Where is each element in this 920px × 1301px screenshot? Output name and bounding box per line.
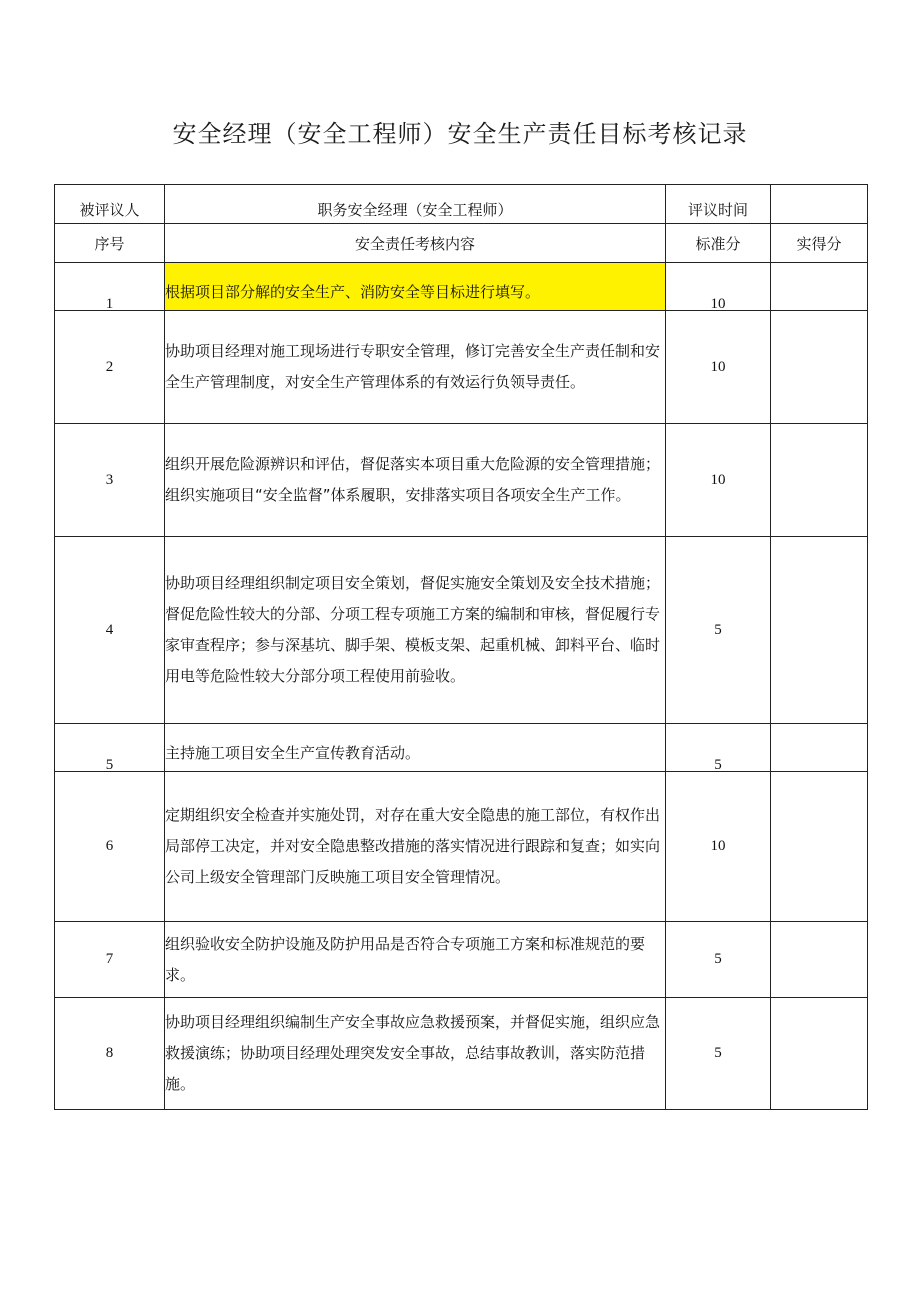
row-seq: 4 xyxy=(55,537,165,724)
row-content: 根据项目部分解的安全生产、消防安全等目标进行填写。 xyxy=(165,263,666,311)
row-seq: 1 xyxy=(55,263,165,311)
row-standard-score: 10 xyxy=(666,424,771,537)
row-standard-score: 5 xyxy=(666,537,771,724)
table-row xyxy=(55,922,868,998)
assessment-table xyxy=(54,184,868,1110)
table-row xyxy=(55,311,868,424)
row-standard-score: 10 xyxy=(666,772,771,922)
row-seq: 3 xyxy=(55,424,165,537)
row-seq: 8 xyxy=(55,998,165,1110)
position-label: 职务安全经理（安全工程师） xyxy=(165,185,666,224)
row-content: 主持施工项目安全生产宣传教育活动。 xyxy=(165,724,666,772)
table-row xyxy=(55,537,868,724)
header-row-columns xyxy=(55,224,868,263)
eval-time-label: 评议时间 xyxy=(666,185,771,224)
actual-score-column-header: 实得分 xyxy=(771,224,868,263)
row-actual-score[interactable] xyxy=(771,311,868,424)
page-title: 安全经理（安全工程师）安全生产责任目标考核记录 xyxy=(172,120,748,148)
row-actual-score[interactable] xyxy=(771,424,868,537)
row-actual-score[interactable] xyxy=(771,724,868,772)
row-actual-score[interactable] xyxy=(771,772,868,922)
table-row xyxy=(55,724,868,772)
row-standard-score: 5 xyxy=(666,724,771,772)
content-column-header: 安全责任考核内容 xyxy=(165,224,666,263)
row-content: 协助项目经理对施工现场进行专职安全管理，修订完善安全生产责任制和安全生产管理制度，对安全生产管理体系的有效运行负领导责任。 xyxy=(165,311,666,424)
table-row xyxy=(55,424,868,537)
standard-score-column-header: 标准分 xyxy=(666,224,771,263)
table-row xyxy=(55,263,868,311)
evaluatee-label: 被评议人 xyxy=(55,185,165,224)
row-content: 协助项目经理组织编制生产安全事故应急救援预案，并督促实施，组织应急救援演练；协助项目经理处理突发安全事故，总结事故教训，落实防范措施。 xyxy=(165,998,666,1110)
row-seq: 5 xyxy=(55,724,165,772)
row-standard-score: 5 xyxy=(666,998,771,1110)
row-seq: 6 xyxy=(55,772,165,922)
row-content: 组织验收安全防护设施及防护用品是否符合专项施工方案和标准规范的要求。 xyxy=(165,922,666,998)
table-row xyxy=(55,772,868,922)
row-content: 协助项目经理组织制定项目安全策划，督促实施安全策划及安全技术措施；督促危险性较大的分部、分项工程专项施工方案的编制和审核，督促履行专家审查程序；参与深基坑、脚手架、模板支架、起重机械、卸料平台、临时用电等危险性较大分部分项工程使用前验收。 xyxy=(165,537,666,724)
row-standard-score: 10 xyxy=(666,263,771,311)
row-actual-score[interactable] xyxy=(771,922,868,998)
header-row-info xyxy=(55,185,868,224)
row-seq: 2 xyxy=(55,311,165,424)
seq-column-header: 序号 xyxy=(55,224,165,263)
row-content: 定期组织安全检查并实施处罚，对存在重大安全隐患的施工部位，有权作出局部停工决定，并对安全隐患整改措施的落实情况进行跟踪和复查；如实向公司上级安全管理部门反映施工项目安全管理情况。 xyxy=(165,772,666,922)
row-actual-score[interactable] xyxy=(771,537,868,724)
row-standard-score: 5 xyxy=(666,922,771,998)
row-seq: 7 xyxy=(55,922,165,998)
eval-time-value[interactable] xyxy=(771,185,868,224)
row-standard-score: 10 xyxy=(666,311,771,424)
row-content: 组织开展危险源辨识和评估，督促落实本项目重大危险源的安全管理措施；组织实施项目“安全监督”体系履职，安排落实项目各项安全生产工作。 xyxy=(165,424,666,537)
row-actual-score[interactable] xyxy=(771,998,868,1110)
row-actual-score[interactable] xyxy=(771,263,868,311)
table-row xyxy=(55,998,868,1110)
